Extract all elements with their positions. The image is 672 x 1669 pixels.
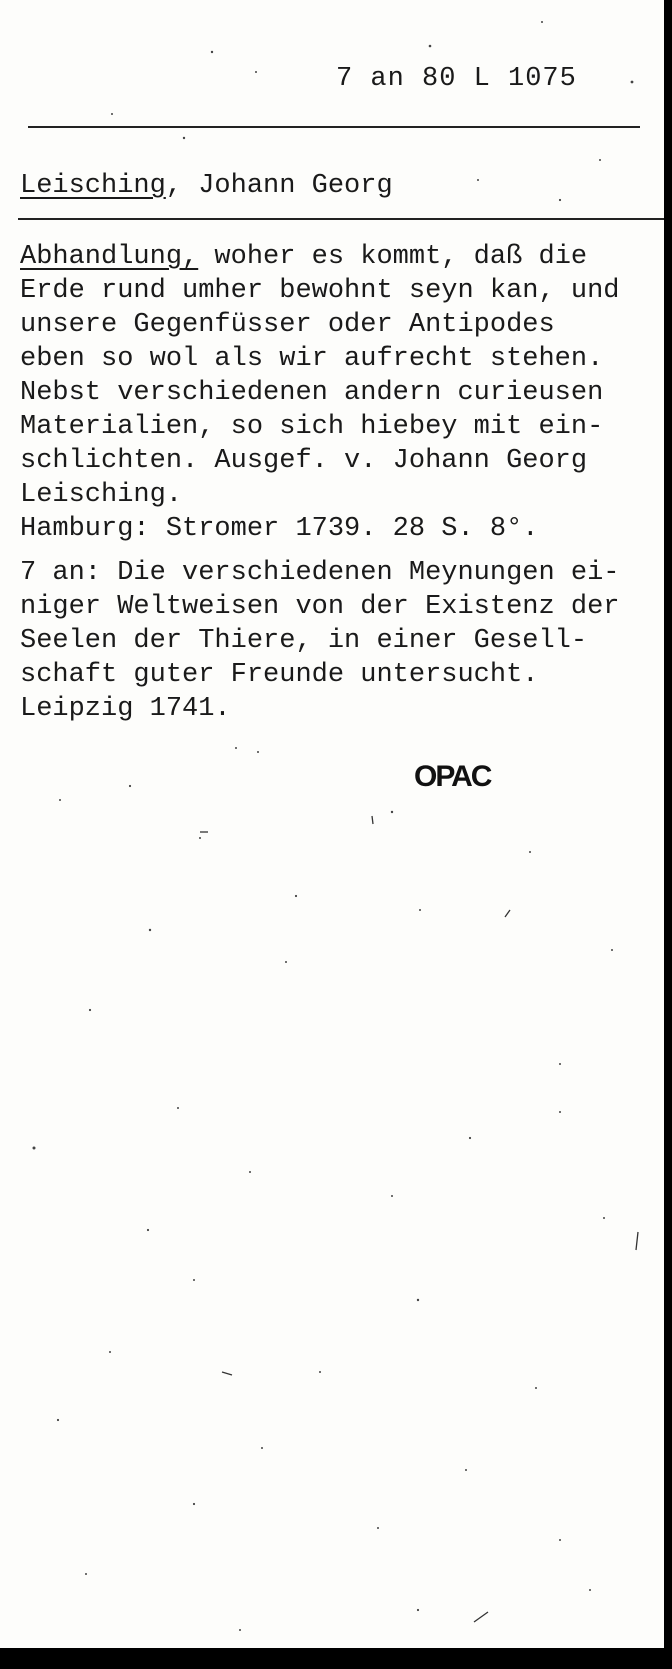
description-line: Nebst verschiedenen andern curieusen <box>20 378 604 408</box>
note-line: schaft guter Freunde untersucht. <box>20 660 539 690</box>
note-line: niger Weltweisen von der Existenz der <box>20 592 620 622</box>
description-line: schlichten. Ausgef. v. Johann Georg <box>20 446 588 476</box>
description-line: unsere Gegenfüsser oder Antipodes <box>20 310 555 340</box>
note-line: Seelen der Thiere, in einer Gesell- <box>20 626 588 656</box>
note-line: Leipzig 1741. <box>20 694 231 724</box>
scan-edge-right <box>664 0 672 1669</box>
description-line: eben so wol als wir aufrecht stehen. <box>20 344 604 374</box>
author-given-names: , Johann Georg <box>165 171 393 201</box>
title-line-text: woher es kommt, daß die <box>198 242 588 272</box>
title-keyword: Abhandlung, <box>20 242 199 272</box>
imprint-line: Hamburg: Stromer 1739. 28 S. 8°. <box>20 514 539 544</box>
note-line: 7 an: Die verschiedenen Meynungen ei- <box>20 558 620 588</box>
shelfmark: 7 an 80 L 1075 <box>336 64 577 94</box>
author-surname: Leisching <box>20 171 166 201</box>
description-line: Materialien, so sich hiebey mit ein- <box>20 412 604 442</box>
description-line: Leisching. <box>20 480 183 510</box>
scan-edge-bottom <box>0 1648 672 1669</box>
opac-stamp: OPAC <box>414 760 491 793</box>
description-line: Erde rund umher bewohnt seyn kan, und <box>20 276 620 306</box>
